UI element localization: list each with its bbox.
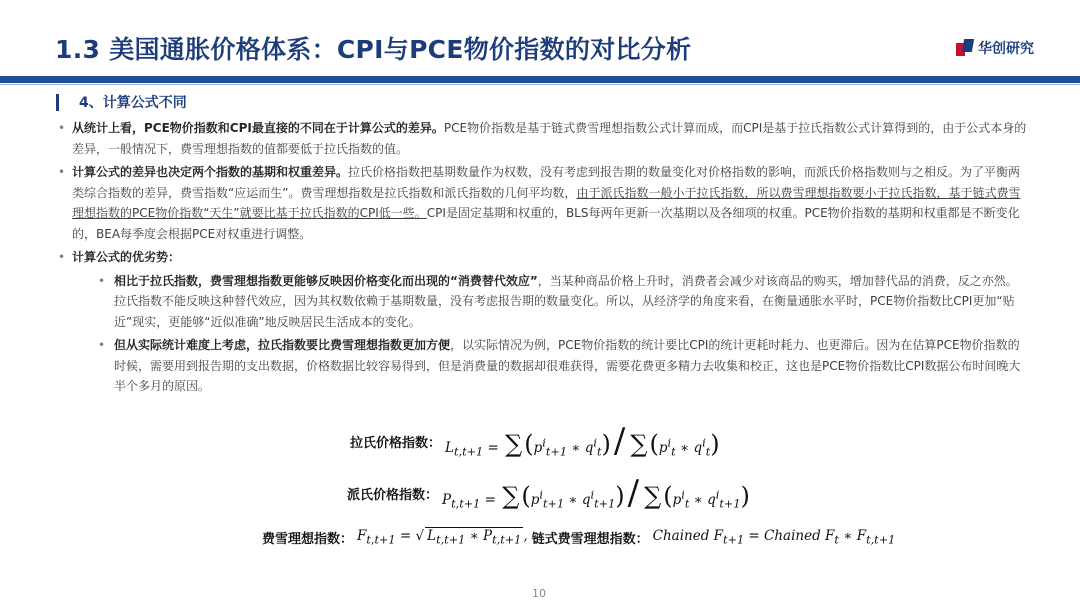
formula-math: $P_{t,t+1} = \sum(p^i_{t+1}$ ∗ $q^i_{t+1})/$ $\sum(p^i_t$ ∗ $q^i_{t+1}$) [442,473,750,513]
bullet-text: CPI是固定基期和权重的，BLS每两年更新一次基期以及各细项的权重。PCE物价指数的基期和权重都是不断变化的，BEA每季度会根据PCE对权重进行调整。 [72,206,1020,241]
bullet-icon: • [58,165,66,179]
formula-label: 费雪理想指数： [262,532,354,547]
formula-math: $L_{t,t+1} = \sum(p^i_{t+1}$ ∗ $q^i_t)/$ $\sum(p^i_t$ ∗ $q^i_t$) [445,421,720,461]
bullet-icon: • [58,250,66,264]
page-number: 10 [532,587,546,600]
bullet-bold: 计算公式的差异也决定两个指数的基期和权重差异。 [72,165,349,179]
sub-list-item [58,271,1028,333]
company-logo [956,38,1034,58]
logo-text: 华创研究 [978,41,1034,57]
page-title: 1.3 美国通胀价格体系：CPI与PCE物价指数的对比分析 [55,35,692,64]
bullet-text: 拉氏价格指数把基期数量作为权数，没有考虑到报告期的数量变化对价格指数的影响，而派氏价格指数则与之相反。为了平衡两类综合指数的差异，费雪指数“应运而生”。费雪理想指数是拉氏指数和派氏指数的几何平均数， [72,165,1021,200]
bullet-bold: 计算公式的优劣势： [72,250,181,264]
bullet-text: ，以实际情况为例，PCE物价指数的统计要比CPI的统计更耗时耗力、也更滞后。因为在估算PCE物价指数的时候，需要用到报告期的支出数据，价格数据比较容易得到，但是消费量的数据却很难获得，需要花费更多精力去收集和校正，这也是PCE物价指数比CPI数据公布时间晚大半个多月的原因。 [114,338,1021,393]
bullet-underline: 由于派氏指数一般小于拉氏指数，所以费雪理想指数要小于拉氏指数，基于链式费雪理想指数的PCE物价指数“天生”就要比基于拉氏指数的CPI低一些。 [72,185,1021,220]
sub-list-item [58,335,1028,397]
chained-formula-math: Chained $F_{t+1}$ = Chained $F_t$ ∗ $F_{t,t+1}$ [652,528,896,547]
bullet-icon: • [58,121,66,135]
formula-math: $F_{t,t+1}$ = √ $L_{t,t+1}$ ∗ $P_{t,t+1}$ , [357,528,528,547]
formula-label: 拉氏价格指数： [350,435,442,451]
section-heading [56,92,187,112]
bullet-icon: • [98,338,106,352]
laspeyres-formula [350,421,720,461]
section-bar [56,94,59,111]
header-divider [0,76,1080,83]
bullet-bold: 从统计上看，PCE物价指数和CPI最直接的不同在于计算公式的差异。 [72,121,444,135]
bullet-icon: • [98,273,106,288]
formula-label: 链式费雪理想指数： [531,532,649,547]
fisher-formula [262,528,895,547]
list-item [58,162,1028,244]
bullet-bold: 相比于拉氏指数，费雪理想指数更能够反映因价格变化而出现的 [114,273,451,288]
body-text [58,118,1028,400]
bullet-text: ，当某种商品价格上升时，消费者会减少对该商品的购买，增加替代品的消费，反之亦然。拉氏指数不能反映这种替代效应，因为其权数依赖于基期数量，没有考虑报告期的数量变化。所以，从经济学的角度来看，在衡量通胀水平时，PCE物价指数比CPI更加“贴近”现实，更能够“近似准确”地反映居民生活成本的变化。 [114,273,1018,329]
logo-mark-icon [956,39,974,57]
list-item [58,118,1028,159]
bullet-bold: “消费替代效应” [450,273,538,288]
formula-label: 派氏价格指数： [347,487,439,503]
header-divider-thin [0,84,1080,85]
bullet-bold: 但从实际统计难度上考虑，拉氏指数要比费雪理想指数更加方便 [114,338,451,352]
bullet-text: PCE物价指数是基于链式费雪理想指数公式计算而成，而CPI是基于拉氏指数公式计算得到的，由于公式本身的差异，一般情况下，费雪理想指数的值都要低于拉氏指数的值。 [72,121,1027,156]
list-item [58,247,1028,268]
section-label: 4、计算公式不同 [79,95,187,111]
paasche-formula [347,473,750,513]
